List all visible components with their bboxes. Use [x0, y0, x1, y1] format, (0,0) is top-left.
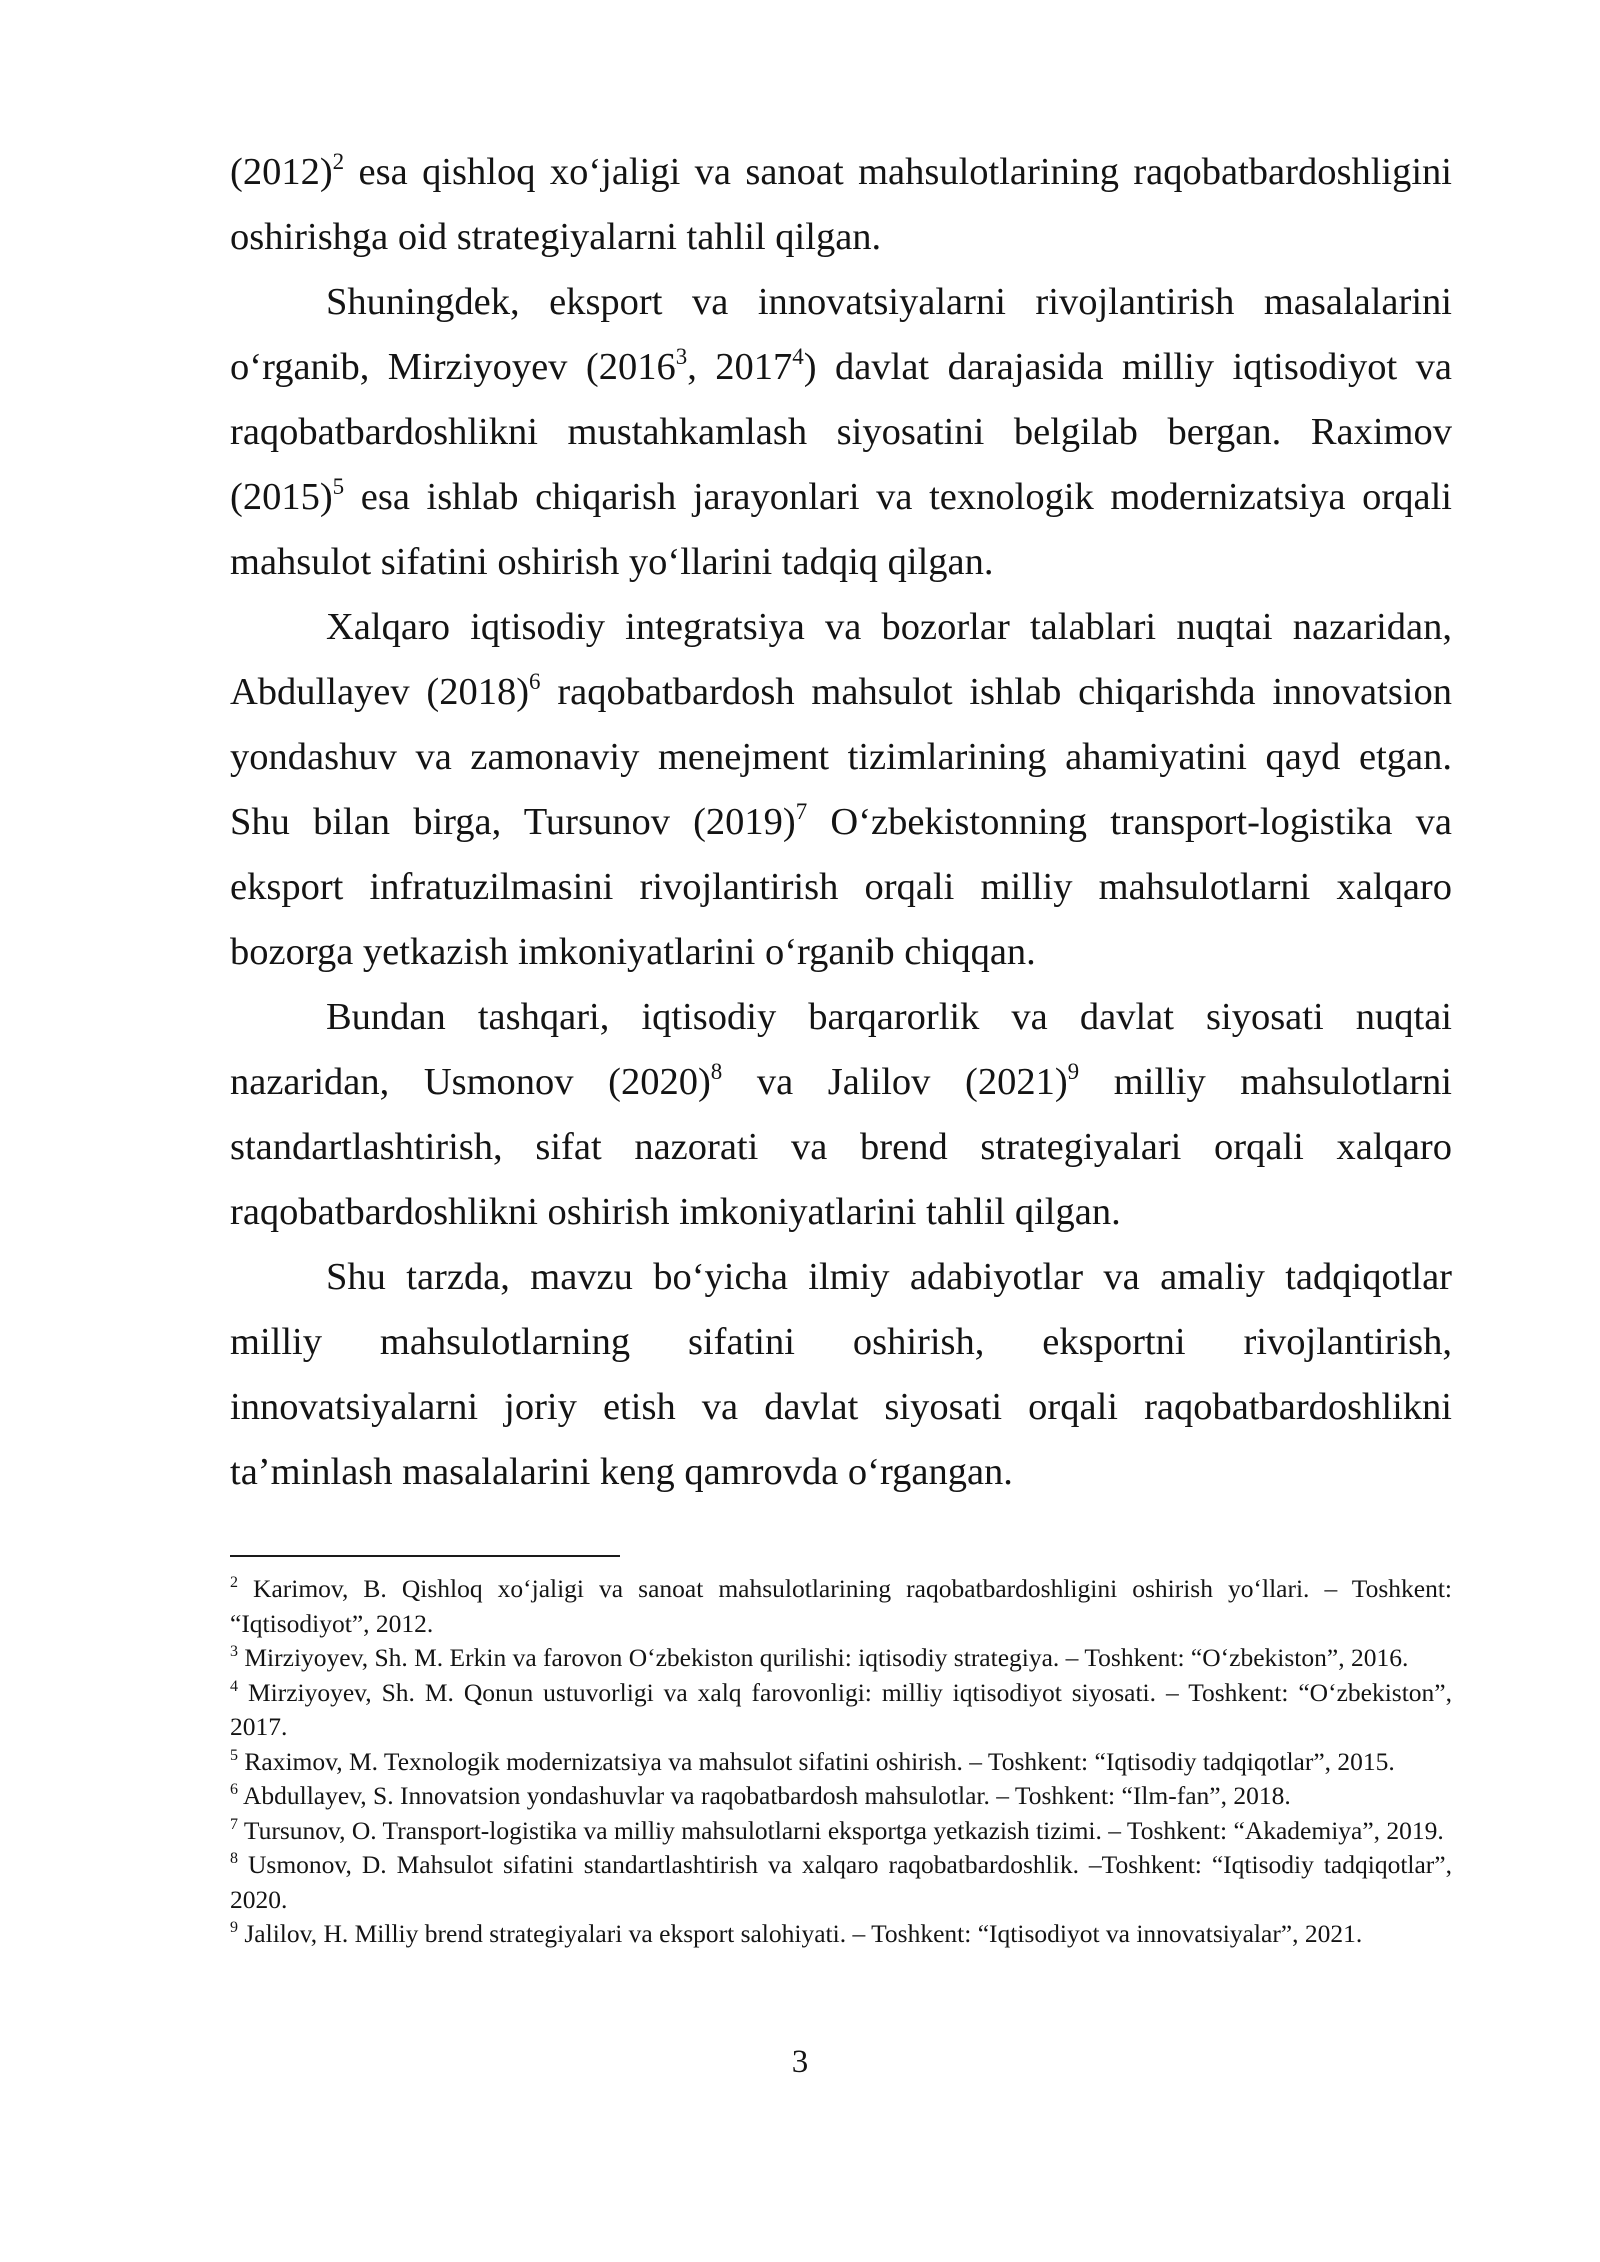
paragraph-5 — [230, 1245, 1452, 1505]
footnote-text: Mirziyoyev, Sh. M. Qonun ustuvorligi va xalq farovonligi: milliy iqtisodiyot siyosati. – Toshkent: “O‘zbekiston”, 2017. — [230, 1677, 1452, 1741]
paragraph-3-text-a: Xalqaro iqtisodiy integratsiya va bozorlar talablari nuqtai nazaridan, Abdullayev (2018) — [230, 606, 1452, 713]
footnote-ref-9[interactable]: 9 — [1067, 1059, 1080, 1084]
paragraph-4 — [230, 985, 1452, 1245]
footnote-8 — [230, 1848, 1452, 1917]
paragraph-4-text-b: va Jalilov (2021) — [722, 1061, 1068, 1103]
footnote-text: Raximov, M. Texnologik modernizatsiya va mahsulot sifatini oshirish. – Toshkent: “Iqtisodiy tadqiqotlar”, 2015. — [238, 1746, 1395, 1776]
paragraph-3-text-b: raqobatbardosh mahsulot ishlab chiqarishda innovatsion yondashuv va zamonaviy menejment tizimlarining ahamiyatini qayd etgan. Shu bilan birga, Tursunov (2019) — [230, 671, 1452, 843]
page-number: 3 — [791, 2044, 809, 2080]
paragraph-1-text-a: (2012) — [230, 151, 333, 193]
footnote-number: 7 — [230, 1815, 238, 1833]
paragraph-2 — [230, 270, 1452, 595]
footnote-7 — [230, 1814, 1452, 1849]
footnote-ref-7[interactable]: 7 — [795, 799, 808, 824]
footnote-ref-3[interactable]: 3 — [675, 344, 688, 369]
footnote-text: Karimov, B. Qishloq xo‘jaligi va sanoat mahsulotlarining raqobatbardoshligini oshirish yo‘llari. – Toshkent: “Iqtisodiyot”, 2012. — [230, 1574, 1452, 1638]
footnote-9 — [230, 1917, 1452, 1952]
footnote-number: 5 — [230, 1746, 238, 1764]
footnote-4 — [230, 1676, 1452, 1745]
body-text — [230, 140, 1452, 1505]
footnote-3 — [230, 1641, 1452, 1676]
paragraph-1 — [230, 140, 1452, 270]
footnote-text: Mirziyoyev, Sh. M. Erkin va farovon O‘zbekiston qurilishi: iqtisodiy strategiya. – Toshkent: “O‘zbekiston”, 2016. — [238, 1643, 1409, 1672]
footnote-ref-4[interactable]: 4 — [792, 344, 804, 369]
footnote-text: Abdullayev, S. Innovatsion yondashuvlar va raqobatbardosh mahsulotlar. – Toshkent: “Ilm-fan”, 2018. — [238, 1781, 1291, 1810]
footnote-number: 3 — [230, 1643, 238, 1660]
footnote-number: 6 — [230, 1781, 238, 1798]
paragraph-5-text: Shu tarzda, mavzu bo‘yicha ilmiy adabiyotlar va amaliy tadqiqotlar milliy mahsulotlarning sifatini oshirish, eksportni rivojlantirish, innovatsiyalarni joriy etish va davlat siyosati orqali raqobatbardoshlikni ta’minlash masalalarini keng qamrovda o‘rgangan. — [230, 1256, 1452, 1493]
footnote-text: Jalilov, H. Milliy brend strategiyalari va eksport salohiyati. – Toshkent: “Iqtisodiyot va innovatsiyalar”, 2021. — [238, 1919, 1363, 1948]
footnote-text: Usmonov, D. Mahsulot sifatini standartlashtirish va xalqaro raqobatbardoshlik. –Toshkent: “Iqtisodiy tadqiqotlar”, 2020. — [230, 1850, 1452, 1914]
paragraph-4-text-a: Bundan tashqari, iqtisodiy barqarorlik va davlat siyosati nuqtai nazaridan, Usmonov (2020) — [230, 996, 1452, 1103]
footnote-text: Tursunov, O. Transport-logistika va milliy mahsulotlarni eksportga yetkazish tizimi. – Toshkent: “Akademiya”, 2019. — [238, 1815, 1444, 1845]
footnote-ref-2[interactable]: 2 — [332, 149, 345, 174]
footnote-ref-5[interactable]: 5 — [332, 474, 345, 499]
footnote-separator — [230, 1555, 620, 1557]
paragraph-2-text-b: , 2017 — [687, 346, 793, 388]
footnote-number: 4 — [230, 1677, 238, 1695]
footnote-2 — [230, 1572, 1452, 1641]
paragraph-1-text-b: esa qishloq xo‘jaligi va sanoat mahsulotlarining raqobatbardoshligini oshirishga oid strategiyalarni tahlil qilgan. — [230, 151, 1452, 258]
footnote-number: 8 — [230, 1850, 238, 1867]
footnote-number: 2 — [230, 1574, 238, 1591]
footnote-6 — [230, 1779, 1452, 1814]
paragraph-3 — [230, 595, 1452, 985]
paragraph-2-text-a: Shuningdek, eksport va innovatsiyalarni rivojlantirish masalalarini o‘rganib, Mirziyoyev (2016 — [230, 281, 1452, 388]
paragraph-2-text-c: ) davlat darajasida milliy iqtisodiyot va raqobatbardoshlikni mustahkamlash siyosatini belgilab bergan. Raximov (2015) — [230, 346, 1452, 518]
paragraph-3-text-c: O‘zbekistonning transport-logistika va eksport infratuzilmasini rivojlantirish orqali milliy mahsulotlarni xalqaro bozorga yetkazish imkoniyatlarini o‘rganib chiqqan. — [230, 801, 1453, 973]
paragraph-4-text-c: milliy mahsulotlarni standartlashtirish, sifat nazorati va brend strategiyalari orqali xalqaro raqobatbardoshlikni oshirish imkoniyatlarini tahlil qilgan. — [230, 1061, 1453, 1233]
paragraph-2-text-d: esa ishlab chiqarish jarayonlari va texnologik modernizatsiya orqali mahsulot sifatini oshirish yo‘llarini tadqiq qilgan. — [230, 476, 1452, 583]
footnotes — [230, 1572, 1452, 1952]
footnote-5 — [230, 1745, 1452, 1780]
footnote-number: 9 — [230, 1919, 238, 1936]
footnote-ref-8[interactable]: 8 — [710, 1059, 723, 1084]
footnote-ref-6[interactable]: 6 — [529, 669, 541, 694]
